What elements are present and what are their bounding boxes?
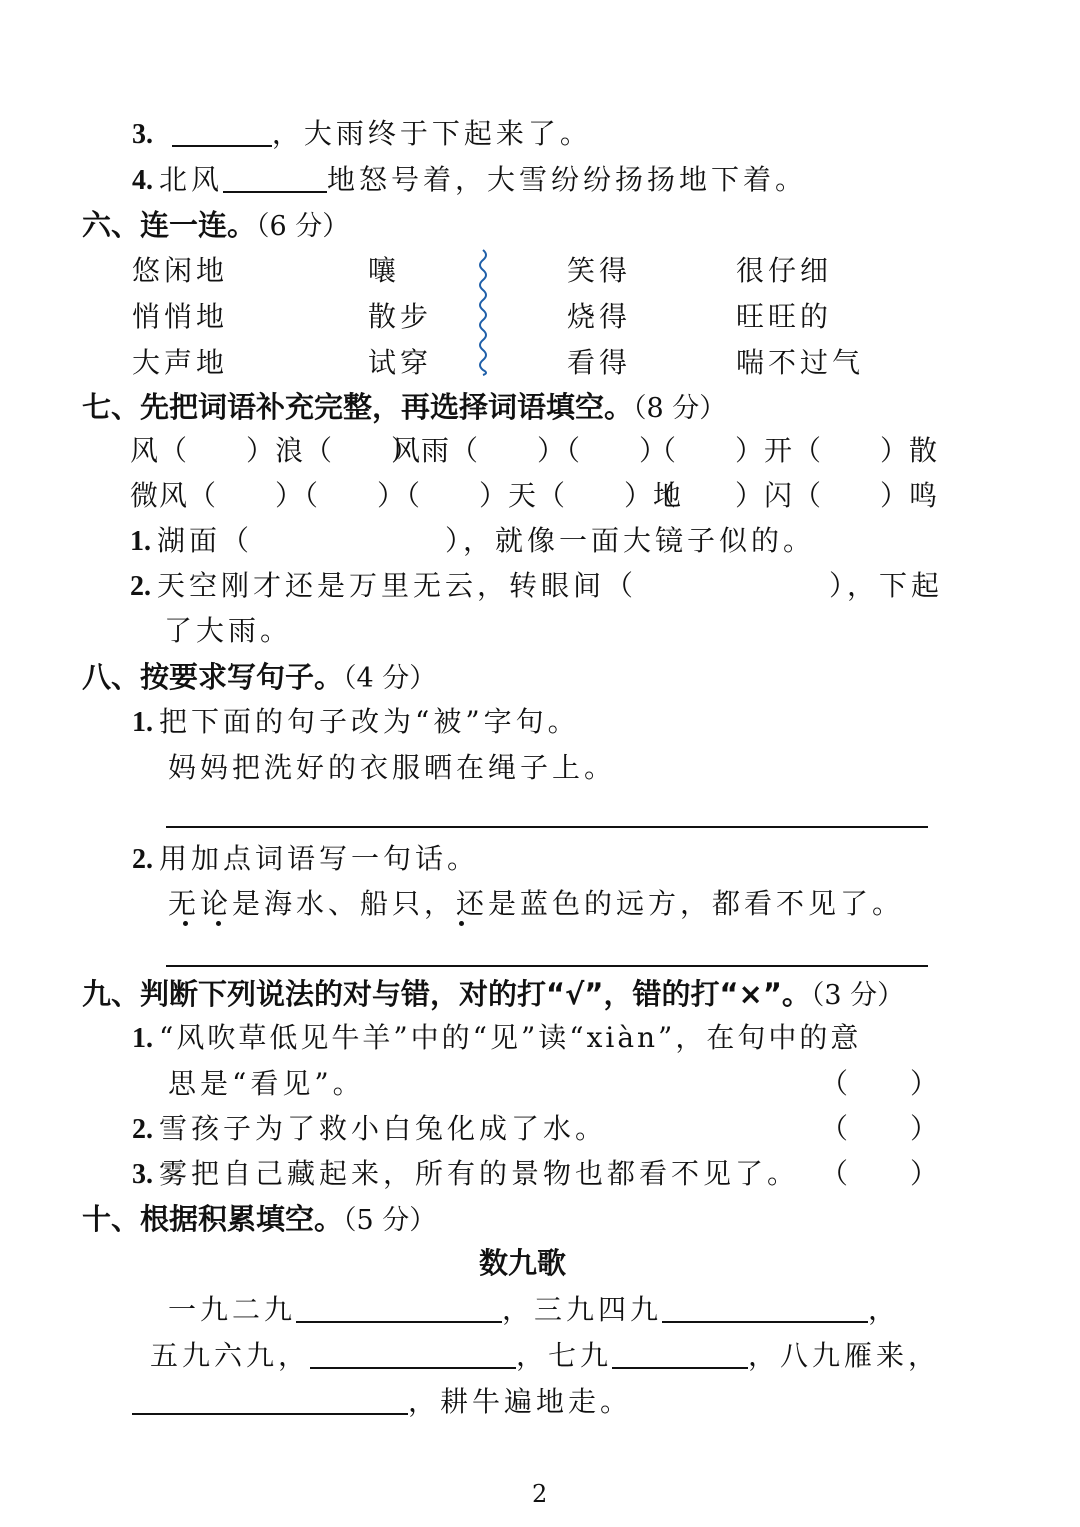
question-text[interactable]: 天空刚才还是万里无云，转眼间（ ），下起 (157, 569, 944, 602)
judge-paren[interactable]: （ ） (820, 1067, 941, 1100)
idiom-fill[interactable]: （ ）开（ ）散 (648, 434, 939, 467)
wavy-divider (474, 248, 492, 376)
match-left-col-2 (368, 248, 468, 386)
answer-line[interactable] (166, 826, 928, 828)
match-word[interactable]: 旺旺的 (736, 300, 833, 333)
question-text: “风吹草低见牛羊”中的“见”读“xiàn”，在句中的意 (159, 1021, 862, 1054)
match-left-col-1 (132, 248, 262, 386)
question-number: 1. (130, 526, 151, 557)
idiom-row-2-b (392, 474, 682, 514)
section-title: 六、连一连。 (82, 208, 257, 242)
poem-text: ，七九 (516, 1339, 613, 1372)
judge-paren[interactable]: （ ） (820, 1157, 941, 1190)
section-7-heading (82, 385, 726, 426)
section-title: 八、按要求写句子。 (82, 660, 344, 694)
answer-blank[interactable] (310, 1339, 516, 1369)
question-number: 3. (132, 119, 153, 150)
question-3 (132, 112, 592, 152)
s8-sentence-2: 无论是海水、船只，还是蓝色的远方，都看不见了。 (168, 887, 905, 920)
match-word[interactable]: 散步 (368, 300, 433, 333)
poem-text: 一九二九 (168, 1293, 297, 1326)
idiom-row-2-c (648, 474, 938, 514)
answer-blank[interactable] (662, 1293, 868, 1323)
match-word[interactable]: 笑得 (567, 254, 632, 287)
question-4 (132, 158, 807, 198)
match-word[interactable]: 很仔细 (736, 254, 833, 287)
emphasis-dot (183, 921, 188, 926)
section-title: 七、先把词语补充完整，再选择词语填空。 (82, 390, 634, 424)
question-text: 用加点词语写一句话。 (159, 842, 480, 875)
s8-question-1 (132, 700, 580, 740)
s7-question-1 (130, 519, 815, 559)
question-text-pre: 北风 (159, 163, 224, 196)
poem-line-2 (150, 1334, 940, 1374)
question-number: 3. (132, 1159, 153, 1190)
idiom-row-2 (130, 474, 406, 514)
poem-line-3 (132, 1380, 632, 1420)
answer-blank[interactable] (172, 117, 272, 147)
poem-text: 五九六九， (150, 1339, 311, 1372)
section-title: 九、判断下列说法的对与错，对的打“√”，错的打“×”。 (82, 977, 811, 1011)
question-number: 2. (132, 844, 153, 875)
idiom-fill[interactable]: （ ）天（ ）地 (392, 479, 683, 512)
question-text: 把下面的句子改为“被”字句。 (159, 705, 580, 738)
section-10-heading (82, 1197, 436, 1238)
match-word[interactable]: 烧得 (567, 300, 632, 333)
question-number: 1. (132, 1023, 153, 1054)
poem-text: ，三九四九 (502, 1293, 663, 1326)
judge-paren[interactable]: （ ） (820, 1112, 941, 1145)
match-word[interactable]: 嚷 (368, 254, 401, 287)
answer-line[interactable] (166, 965, 928, 967)
match-word[interactable]: 看得 (567, 346, 632, 379)
idiom-row-1 (130, 429, 420, 469)
question-text: ，大雨终于下起来了。 (271, 117, 592, 150)
answer-blank[interactable] (223, 163, 327, 193)
s7-question-2 (130, 564, 943, 604)
question-text: 雪孩子为了救小白兔化成了水。 (159, 1112, 608, 1145)
s8-question-2 (132, 837, 479, 877)
idiom-fill[interactable]: （ ）闪（ ）鸣 (648, 479, 939, 512)
match-word[interactable]: 悄悄地 (132, 300, 229, 333)
match-right-col-2 (736, 248, 896, 386)
match-word[interactable]: 喘不过气 (736, 346, 865, 379)
section-title: 十、根据积累填空。 (82, 1202, 344, 1236)
poem-text: ，耕牛遍地走。 (408, 1385, 633, 1418)
section-points: （8 分） (633, 393, 727, 424)
poem-title: 数九歌 (479, 1246, 567, 1280)
section-points: （6 分） (256, 211, 350, 242)
question-number: 2. (130, 571, 151, 602)
question-text: 雾把自己藏起来，所有的景物也都看不见了。 (159, 1157, 800, 1190)
match-word[interactable]: 大声地 (132, 346, 229, 379)
question-number: 2. (132, 1114, 153, 1145)
section-points: （4 分） (343, 663, 437, 694)
answer-blank[interactable] (296, 1293, 502, 1323)
match-right-col-1 (567, 248, 677, 386)
match-word[interactable]: 悠闲地 (132, 254, 229, 287)
page-number: 2 (532, 1480, 548, 1508)
poem-text: ，八九雁来， (748, 1339, 941, 1372)
section-9-heading (82, 972, 904, 1013)
idiom-fill[interactable]: 微风（ ）（ ） (130, 479, 407, 512)
question-text[interactable]: 湖面（ ），就像一面大镜子似的。 (157, 524, 816, 557)
emphasis-dot (459, 921, 464, 926)
question-number: 1. (132, 707, 153, 738)
s8-sentence-1: 妈妈把洗好的衣服晒在绳子上。 (168, 751, 617, 784)
s9-question-3 (132, 1152, 799, 1192)
idiom-fill[interactable]: 风雨（ ）（ ） (392, 434, 669, 467)
section-points: （3 分） (810, 980, 905, 1011)
idiom-row-1-c (648, 429, 938, 469)
answer-blank[interactable] (612, 1339, 748, 1369)
s9-question-1 (132, 1016, 861, 1056)
idiom-fill[interactable]: 风（ ）浪（ ） (130, 434, 421, 467)
emphasis-dot (216, 921, 221, 926)
section-points: （5 分） (343, 1205, 437, 1236)
answer-blank[interactable] (132, 1385, 408, 1415)
s9-question-2 (132, 1107, 607, 1147)
section-8-heading (82, 655, 436, 696)
question-text-post: 地怒号着，大雪纷纷扬扬地下着。 (327, 163, 808, 196)
question-number: 4. (132, 165, 153, 196)
idiom-row-1-b (392, 429, 668, 469)
section-6-heading (82, 203, 349, 244)
s7-question-2-cont: 了大雨。 (164, 614, 293, 647)
poem-text: ， (868, 1293, 901, 1326)
poem-line-1 (168, 1288, 900, 1328)
s9-question-1-cont: 思是“看见”。 (168, 1067, 365, 1100)
match-word[interactable]: 试穿 (368, 346, 433, 379)
